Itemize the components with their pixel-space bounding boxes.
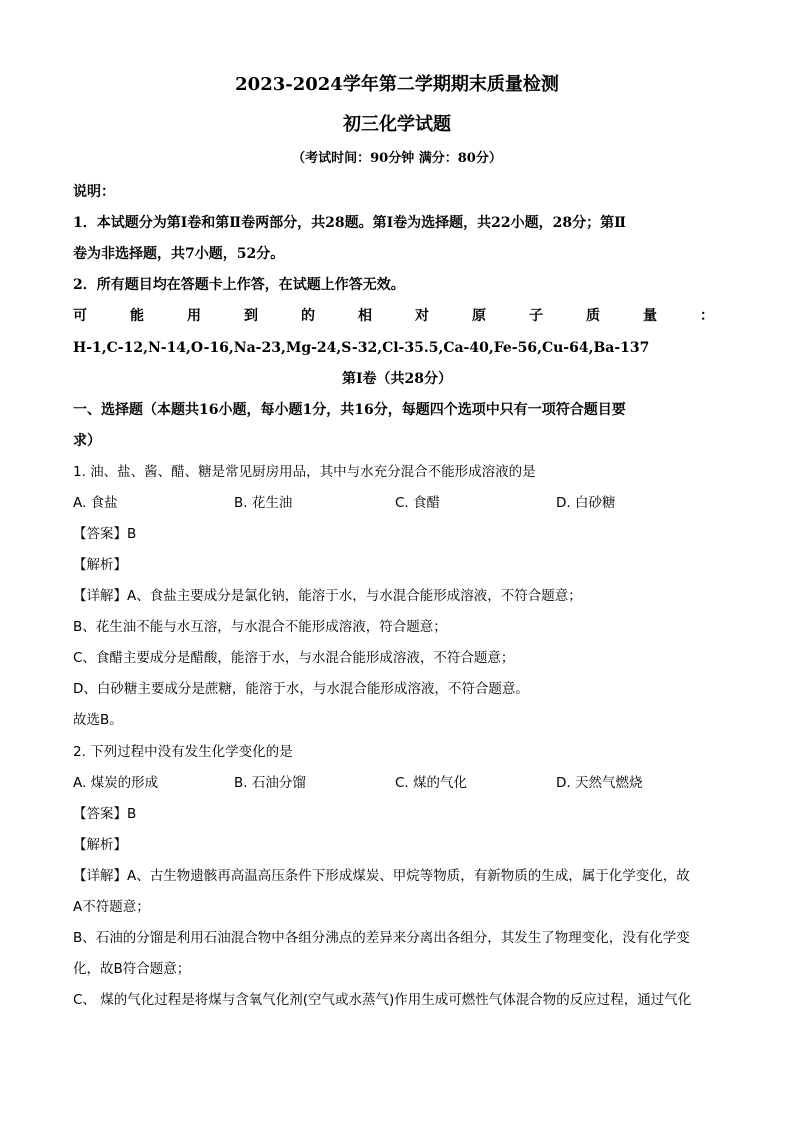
question-2-option-d: D. 天然气燃烧 bbox=[556, 775, 643, 791]
atomic-masses-heading-char: 对 bbox=[415, 308, 429, 324]
question-1-option-d: D. 白砂糖 bbox=[556, 495, 616, 511]
question-2-detail-c-line-1: C、 煤的气化过程是将煤与含氧气化剂(空气或水蒸气)作用生成可燃性气体混合物的反应过程，通过气化 bbox=[73, 992, 692, 1008]
question-2-detail-b-line-1: B、石油的分馏是利用石油混合物中各组分沸点的差异来分离出各组分，其发生了物理变化，没有化学变 bbox=[73, 930, 690, 946]
note-item-1-line-2: 卷为非选择题，共7小题，52分。 bbox=[73, 246, 285, 262]
question-2-detail-a-line-2: A不符题意； bbox=[73, 899, 150, 915]
question-2-answer: 【答案】B bbox=[73, 806, 137, 822]
question-1-detail-a: 【详解】A、食盐主要成分是氯化钠，能溶于水，与水混合能形成溶液，不符合题意； bbox=[73, 588, 582, 604]
atomic-masses-heading-char: 子 bbox=[529, 308, 543, 324]
notes-label: 说明： bbox=[73, 184, 115, 200]
atomic-masses-values: H-1,C-12,N-14,O-16,Na-23,Mg-24,S-32,Cl-35.5,Ca-40,Fe-56,Cu-64,Ba-137 bbox=[73, 340, 650, 356]
atomic-masses-heading-char: 相 bbox=[358, 308, 372, 324]
atomic-masses-heading-char: 能 bbox=[130, 308, 144, 324]
question-1-detail-b: B、花生油不能与水互溶，与水混合不能形成溶液，符合题意； bbox=[73, 619, 447, 635]
question-1-answer: 【答案】B bbox=[73, 526, 137, 542]
question-2-option-c: C. 煤的气化 bbox=[395, 775, 468, 791]
question-1-option-b: B. 花生油 bbox=[234, 495, 293, 511]
question-2-stem: 2. 下列过程中没有发生化学变化的是 bbox=[73, 744, 293, 760]
document-title: 2023-2024学年第二学期期末质量检测 bbox=[235, 74, 559, 95]
question-2-detail-b-line-2: 化，故B符合题意； bbox=[73, 961, 191, 977]
question-1-analysis-label: 【解析】 bbox=[73, 557, 127, 573]
section-title: 第Ⅰ卷（共28分） bbox=[341, 371, 453, 387]
question-2-analysis-label: 【解析】 bbox=[73, 837, 127, 853]
atomic-masses-heading bbox=[73, 306, 723, 326]
atomic-masses-heading-char: 原 bbox=[472, 308, 486, 324]
question-1-option-c: C. 食醋 bbox=[395, 495, 441, 511]
part1-instructions-line-2: 求） bbox=[73, 433, 101, 449]
question-2-option-a: A. 煤炭的形成 bbox=[73, 775, 159, 791]
question-2-option-b: B. 石油分馏 bbox=[234, 775, 306, 791]
atomic-masses-heading-char: 可 bbox=[73, 308, 87, 324]
part1-instructions-line-1: 一、选择题（本题共16小题，每小题1分，共16分，每题四个选项中只有一项符合题目要 bbox=[73, 402, 626, 418]
atomic-masses-heading-char: 量 bbox=[643, 308, 657, 324]
note-item-1-line-1: 1．本试题分为第Ⅰ卷和第Ⅱ卷两部分，共28题。第Ⅰ卷为选择题，共22小题，28分；第Ⅱ bbox=[73, 215, 626, 231]
note-item-2: 2．所有题目均在答题卡上作答，在试题上作答无效。 bbox=[73, 277, 405, 293]
question-1-detail-c: C、食醋主要成分是醋酸，能溶于水，与水混合能形成溶液，不符合题意； bbox=[73, 650, 515, 666]
atomic-masses-heading-char: 的 bbox=[301, 308, 315, 324]
question-2-detail-a-line-1: 【详解】A、古生物遗骸再高温高压条件下形成煤炭、甲烷等物质，有新物质的生成，属于化学变化，故 bbox=[73, 868, 690, 884]
question-1-options bbox=[73, 493, 723, 513]
document-subtitle: 初三化学试题 bbox=[343, 114, 451, 135]
question-1-stem: 1. 油、盐、酱、醋、糖是常见厨房用品，其中与水充分混合不能形成溶液的是 bbox=[73, 464, 536, 480]
atomic-masses-heading-char: 用 bbox=[187, 308, 201, 324]
question-1-conclusion: 故选B。 bbox=[73, 712, 123, 728]
question-1-detail-d: D、白砂糖主要成分是蔗糖，能溶于水，与水混合能形成溶液，不符合题意。 bbox=[73, 681, 529, 697]
atomic-masses-heading-char: ： bbox=[700, 308, 714, 324]
exam-info: （考试时间：90分钟 满分：80分） bbox=[292, 151, 502, 166]
question-1-option-a: A. 食盐 bbox=[73, 495, 118, 511]
question-2-options bbox=[73, 773, 723, 793]
atomic-masses-heading-char: 质 bbox=[586, 308, 600, 324]
atomic-masses-heading-char: 到 bbox=[244, 308, 258, 324]
